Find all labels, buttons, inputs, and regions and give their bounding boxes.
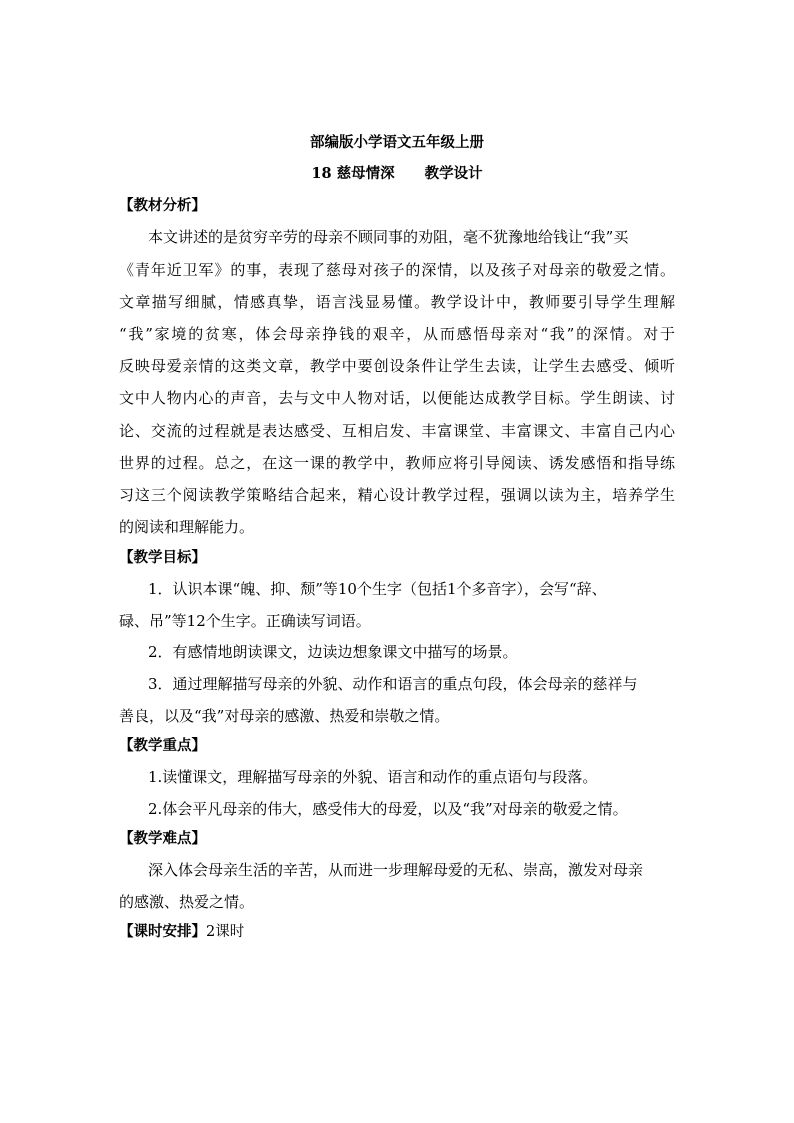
lesson-name: 慈母情深 [336,165,395,182]
section-heading-key-points: 【教学重点】 [119,737,206,754]
analysis-line: 习这三个阅读教学策略结合起来，精心设计教学过程，强调以读为主，培养学生 [119,486,675,504]
analysis-line: 的阅读和理解能力。 [119,518,255,536]
lesson-title [0,164,794,184]
goals-line: 2．有感情地朗读课文，边读边想象课文中描写的场景。 [148,643,518,661]
difficulties-line: 的感激、热爱之情。 [119,893,255,911]
analysis-line: 反映母爱亲情的这类文章，教学中要创设条件让学生去读，让学生去感受、倾听 [119,357,675,375]
lesson-design-label: 教学设计 [424,165,483,182]
analysis-line: “我”家境的贫寒，体会母亲挣钱的艰辛，从而感悟母亲对“我”的深情。对于 [119,325,675,343]
analysis-line: 世界的过程。总之，在这一课的教学中，教师应将引导阅读、诱发感悟和指导练 [119,454,675,472]
analysis-line: 《青年近卫军》的事，表现了慈母对孩子的深情，以及孩子对母亲的敬爱之情。 [119,261,675,279]
goals-line: 善良，以及“我”对母亲的感激、热爱和崇敬之情。 [119,707,450,725]
analysis-line: 文中人物内心的声音，去与文中人物对话，以便能达成教学目标。学生朗读、讨 [119,389,675,407]
document-title: 部编版小学语文五年级上册 [310,134,484,151]
difficulties-line: 深入体会母亲生活的辛苦，从而进一步理解母爱的无私、崇高，激发对母亲 [148,861,644,879]
goals-line: 3．通过理解描写母亲的外貌、动作和语言的重点句段，体会母亲的慈祥与 [148,675,638,693]
lesson-number: 18 [311,165,332,182]
key-points-line: 1.读懂课文，理解描写母亲的外貌、语言和动作的重点语句与段落。 [148,768,598,786]
section-heading-goals: 【教学目标】 [119,549,206,566]
section-heading-analysis: 【教材分析】 [119,197,206,214]
analysis-line: 文章描写细腻，情感真挚，语言浅显易懂。教学设计中，教师要引导学生理解 [119,293,675,311]
schedule-label: 【课时安排】 [119,923,206,940]
analysis-line: 本文讲述的是贫穷辛劳的母亲不顾同事的劝阻，毫不犹豫地给钱让“我”买 [148,228,629,246]
section-heading-difficulties: 【教学难点】 [119,830,206,847]
schedule-value: 2课时 [206,924,245,940]
goals-line: 1．认识本课“魄、抑、颓”等10个生字（包括1个多音字），会写“辞、 [148,580,607,598]
goals-line: 碌、吊”等12个生字。正确读写词语。 [119,612,371,630]
section-heading-schedule [119,922,244,942]
key-points-line: 2.体会平凡母亲的伟大，感受伟大的母爱，以及“我”对母亲的敬爱之情。 [148,800,628,818]
analysis-line: 论、交流的过程就是表达感受、互相启发、丰富课堂、丰富课文、丰富自己内心 [119,422,675,440]
